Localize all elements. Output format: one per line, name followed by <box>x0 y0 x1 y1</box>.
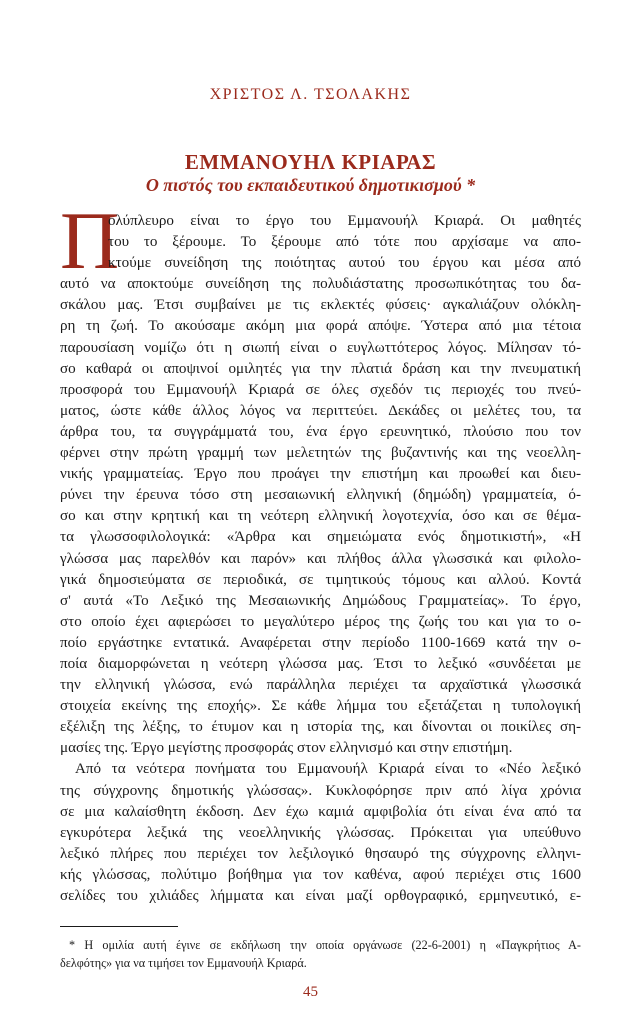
body-line: γλώσσα μας παρελθόν και παρόν» και πλήθος άλλα γλωσσικά και φιλολο- <box>60 550 581 567</box>
footnote-line: * Η ομιλία αυτή έγινε σε εκδήλωση την οποία οργάνωσε (22-6-2001) η «Παγκρήτιος Α- <box>69 938 581 952</box>
body-line: ποίο εργάστηκε εντατικά. Αναφέρεται στην περίοδο 1100-1669 κατά την ο- <box>60 634 581 651</box>
body-line: ρη τη ζωή. Το ακούσαμε ακόμη μια φορά απόψε. Ύστερα από μια τέτοια <box>60 318 581 335</box>
body-line: σο και στην κρητική και τη νεότερη ελληνική λογοτεχνία, όσο και σε θέμα- <box>60 508 581 525</box>
footnote <box>60 936 581 972</box>
body-line: ρύνει την έρευνα τόσο στη μεσαιωνική ελληνική (δημώδη) γραμματεία, ό- <box>60 487 581 504</box>
body-line: εγκυρότερα λεξικά της νεοελληνικής γλώσσας. Πρόκειται για υπεύθυνο <box>60 824 581 841</box>
body-line: τα γλωσσοφιλολογικά: «Άρθρα και σημειώματα ενός δημοτικιστή», «Η <box>60 529 581 546</box>
body-line: κτούμε συνείδηση της ποιότητας αυτού του έργου και μέσα από <box>108 255 581 272</box>
body-line: την ελληνική γλώσσα, ενώ παράλληλα περιέχει τα αρχαϊστικά γλωσσικά <box>60 677 581 694</box>
body-line: σελίδες του χιλιάδες λήμματα και είναι μαζί ορθογραφικό, ερμηνευτικό, ε- <box>60 888 581 904</box>
body-line: γικά δημοσιεύματα σε περιοδικά, σε τιμητικούς τόμους και αλλού. Κοντά <box>60 571 581 588</box>
body-line: στοιχεία εκείνης της εποχής». Σε κάθε λήμμα του εξετάζεται η τυπολογική <box>60 698 581 715</box>
body-line: σ' αυτά «Το Λεξικό της Μεσαιωνικής Δημώδους Γραμματείας». Το έργο, <box>60 592 581 609</box>
body-line: σκάλου μας. Έτσι συμβαίνει με τις εκλεκτές φύσεις· αγκαλιάζουν ολόκλη- <box>60 297 581 314</box>
body-line: Από τα νεότερα πονήματα του Εμμανουήλ Κριαρά είναι το «Νέο λεξικό <box>75 761 581 778</box>
body-line: σο καθαρά οι αποψινοί ομιλητές για την πλατιά δράση και την πνευματική <box>60 360 581 377</box>
body-line: νικής γραμματείας. Έργο που προάγει την επιστήμη και προωθεί και διευ- <box>60 466 581 483</box>
body-line: σε μια καλαίσθητη έκδοση. Δεν έχω καμιά αμφιβολία ότι είναι ένα από τα <box>60 803 581 820</box>
body-line: εξέλιξη της λέξης, το έτυμον και η ιστορία της, και δίνονται οι ποικίλες ση- <box>60 719 581 736</box>
body-line: προσφορά του Εμμανουήλ Κριαρά σε όλες σχεδόν τις περιοχές του πνεύ- <box>60 381 581 398</box>
drop-cap: Π <box>60 195 120 286</box>
article-body <box>60 195 581 907</box>
footnote-line: δελφότης» για να τιμήσει τον Εμμανουήλ Κριαρά. <box>60 956 307 970</box>
footnote-divider <box>60 926 178 927</box>
body-line: ματος, ώστε κάθε άλλος λόγος να περιττεύει. Δεκάδες οι μελέτες του, τα <box>60 402 581 419</box>
page-number: 45 <box>303 984 318 1000</box>
body-line: κής γλώσσας, πολύτιμο βοήθημα για τον καθένα, αφού περιέχει στις 1600 <box>60 866 581 883</box>
body-line: ποία διαμορφώνεται η νεότερη γλώσσα μας. Έτσι το λεξικό «συνδέεται με <box>60 655 581 672</box>
body-line: στο οποίο έχει αφιερώσει το μεγαλύτερο μέρος της ζωής του και για το ο- <box>60 613 581 630</box>
body-line: του το ξέρουμε. Το ξέρουμε από τότε που αρχίσαμε να απο- <box>108 234 581 251</box>
running-header-author: ΧΡΙΣΤΟΣ Λ. ΤΣΟΛΑΚΗΣ <box>209 86 412 103</box>
body-line: της σύγχρονης δημοτικής γλώσσας». Κυκλοφόρησε πριν από λίγα χρόνια <box>60 782 581 799</box>
body-line: ολύπλευρο είναι το έργο του Εμμανουήλ Κριαρά. Οι μαθητές <box>108 213 581 229</box>
body-line: παρουσίαση νομίζω ότι η σιωπή είναι ο ευγλωττότερος λόγος. Μίλησαν τό- <box>60 339 581 356</box>
body-line: μασίες της. Έργο μεγίστης προσφοράς στον ελληνισμό και στην επιστήμη. <box>60 740 513 757</box>
body-line: φέρνει στην πρώτη γραμμή των μελετητών της βυζαντινής και της νεοελλη- <box>60 445 581 462</box>
article-subtitle: Ο πιστός του εκπαιδευτικού δημοτικισμού * <box>145 175 476 195</box>
body-line: λεξικό πλήρες που περιέχει τον λεξιλογικό θησαυρό της σύγχρονης ελληνι- <box>60 845 581 862</box>
article-title: ΕΜΜΑΝΟΥΗΛ ΚΡΙΑΡΑΣ <box>184 150 437 174</box>
body-line: αυτό να αποκτούμε συνείδηση της πολυδιάστατης προσωπικότητας του δα- <box>60 276 581 293</box>
body-line: άρθρα του, τα συγγράμματά του, ένα έργο ερευνητικό, πλούσιο που τον <box>60 423 581 440</box>
